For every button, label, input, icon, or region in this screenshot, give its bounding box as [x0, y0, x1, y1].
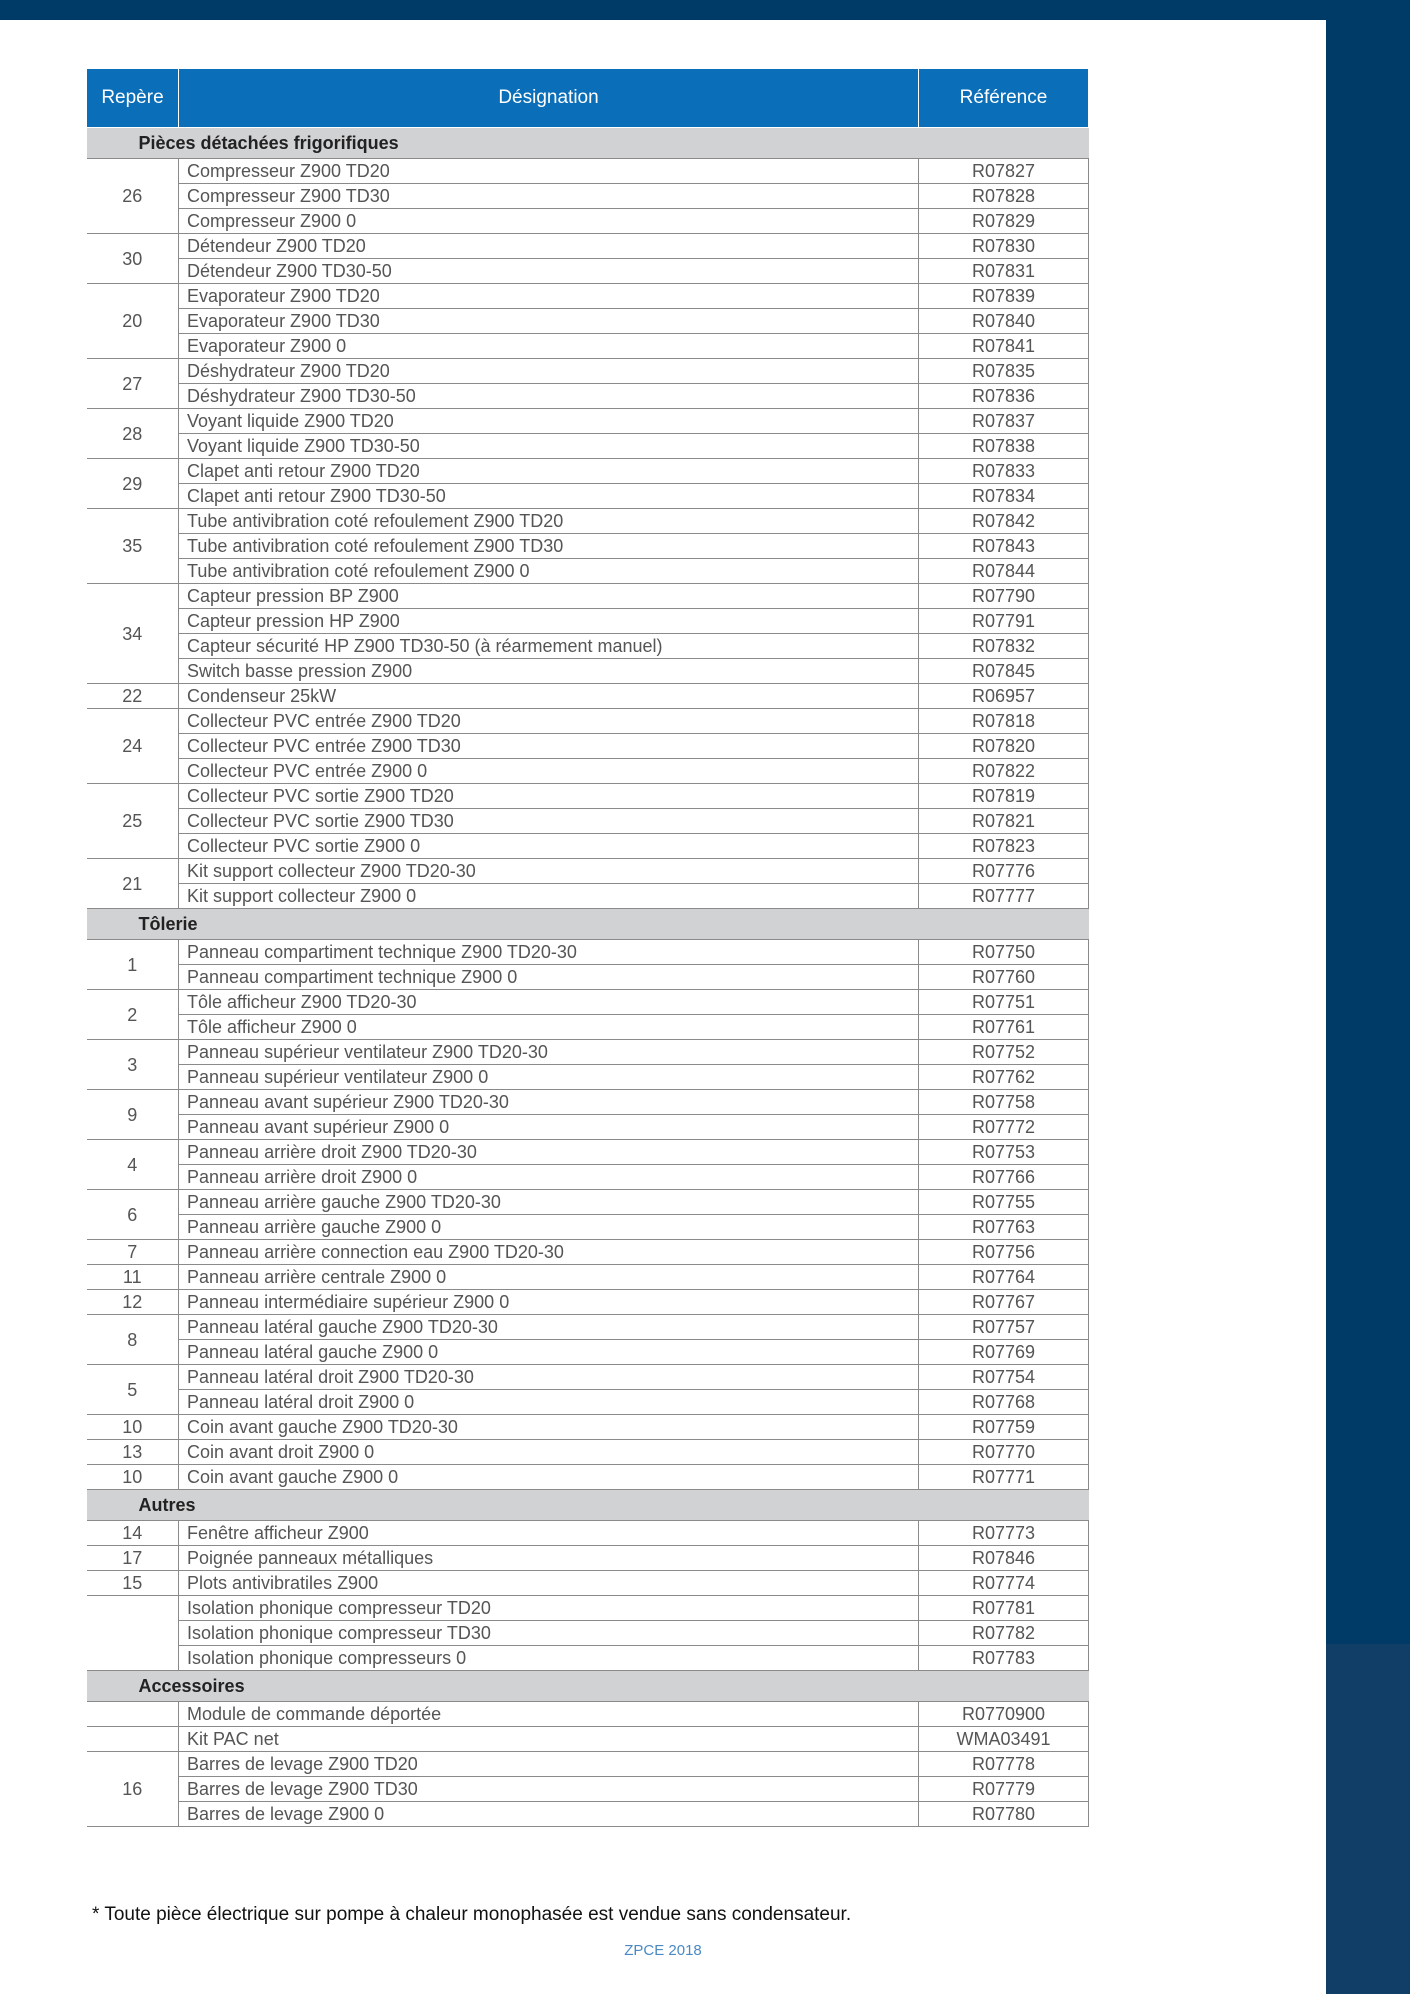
table-row — [87, 1440, 1089, 1465]
designation-cell: Fenêtre afficheur Z900 — [179, 1521, 919, 1546]
section-title: Tôlerie — [87, 909, 1089, 940]
table-row — [87, 809, 1089, 834]
table-row — [87, 1290, 1089, 1315]
designation-cell: Isolation phonique compresseurs 0 — [179, 1646, 919, 1671]
reference-cell: R07835 — [919, 359, 1089, 384]
reference-cell: R07774 — [919, 1571, 1089, 1596]
designation-cell: Capteur pression HP Z900 — [179, 609, 919, 634]
table-row — [87, 940, 1089, 965]
table-row — [87, 1190, 1089, 1215]
repere-cell: 10 — [87, 1465, 179, 1490]
table-row — [87, 259, 1089, 284]
designation-cell: Collecteur PVC entrée Z900 0 — [179, 759, 919, 784]
reference-cell: R07837 — [919, 409, 1089, 434]
reference-cell: R07758 — [919, 1090, 1089, 1115]
designation-cell: Compresseur Z900 TD30 — [179, 184, 919, 209]
reference-cell: R07836 — [919, 384, 1089, 409]
designation-cell: Panneau arrière connection eau Z900 TD20-30 — [179, 1240, 919, 1265]
repere-cell: 8 — [87, 1315, 179, 1365]
repere-cell — [87, 1727, 179, 1752]
designation-cell: Tube antivibration coté refoulement Z900 TD20 — [179, 509, 919, 534]
designation-cell: Panneau avant supérieur Z900 0 — [179, 1115, 919, 1140]
designation-cell: Panneau latéral droit Z900 0 — [179, 1390, 919, 1415]
repere-cell: 11 — [87, 1265, 179, 1290]
reference-cell: R07756 — [919, 1240, 1089, 1265]
section-title: Autres — [87, 1490, 1089, 1521]
table-row — [87, 759, 1089, 784]
table-header-row — [87, 69, 1089, 128]
reference-cell: R07764 — [919, 1265, 1089, 1290]
reference-cell: R07841 — [919, 334, 1089, 359]
repere-cell: 2 — [87, 990, 179, 1040]
designation-cell: Evaporateur Z900 TD30 — [179, 309, 919, 334]
reference-cell: R07791 — [919, 609, 1089, 634]
table-row — [87, 1065, 1089, 1090]
table-row — [87, 1365, 1089, 1390]
table-row — [87, 834, 1089, 859]
designation-cell: Panneau supérieur ventilateur Z900 TD20-30 — [179, 1040, 919, 1065]
reference-cell: R07770 — [919, 1440, 1089, 1465]
reference-cell: R07757 — [919, 1315, 1089, 1340]
reference-cell: R07759 — [919, 1415, 1089, 1440]
table-row — [87, 309, 1089, 334]
repere-cell: 1 — [87, 940, 179, 990]
repere-cell: 20 — [87, 284, 179, 359]
reference-cell: R07773 — [919, 1521, 1089, 1546]
section-title: Accessoires — [87, 1671, 1089, 1702]
table-row — [87, 534, 1089, 559]
designation-cell: Coin avant droit Z900 0 — [179, 1440, 919, 1465]
table-row — [87, 1340, 1089, 1365]
table-row — [87, 990, 1089, 1015]
reference-cell: R07844 — [919, 559, 1089, 584]
section-row — [87, 1490, 1089, 1521]
designation-cell: Isolation phonique compresseur TD20 — [179, 1596, 919, 1621]
table-row — [87, 334, 1089, 359]
reference-cell: R07763 — [919, 1215, 1089, 1240]
reference-cell: R07842 — [919, 509, 1089, 534]
reference-cell: R07752 — [919, 1040, 1089, 1065]
reference-cell: R07822 — [919, 759, 1089, 784]
designation-cell: Panneau intermédiaire supérieur Z900 0 — [179, 1290, 919, 1315]
repere-cell: 3 — [87, 1040, 179, 1090]
table-row — [87, 634, 1089, 659]
table-row — [87, 1777, 1089, 1802]
footnote: * Toute pièce électrique sur pompe à chaleur monophasée est vendue sans condensateur. — [92, 1904, 852, 1925]
section-row — [87, 1671, 1089, 1702]
repere-cell: 28 — [87, 409, 179, 459]
table-row — [87, 684, 1089, 709]
reference-cell: R07819 — [919, 784, 1089, 809]
table-row — [87, 1465, 1089, 1490]
designation-cell: Coin avant gauche Z900 0 — [179, 1465, 919, 1490]
reference-cell: R07779 — [919, 1777, 1089, 1802]
repere-cell: 10 — [87, 1415, 179, 1440]
table-row — [87, 1415, 1089, 1440]
table-row — [87, 709, 1089, 734]
repere-cell: 26 — [87, 159, 179, 234]
parts-table — [86, 68, 1089, 1827]
repere-cell: 4 — [87, 1140, 179, 1190]
designation-cell: Clapet anti retour Z900 TD20 — [179, 459, 919, 484]
table-row — [87, 965, 1089, 990]
reference-cell: R07776 — [919, 859, 1089, 884]
designation-cell: Panneau latéral gauche Z900 0 — [179, 1340, 919, 1365]
table-row — [87, 884, 1089, 909]
table-row — [87, 1315, 1089, 1340]
section-row — [87, 909, 1089, 940]
designation-cell: Kit PAC net — [179, 1727, 919, 1752]
repere-cell: 15 — [87, 1571, 179, 1596]
designation-cell: Plots antivibratiles Z900 — [179, 1571, 919, 1596]
table-row — [87, 559, 1089, 584]
reference-cell: R07823 — [919, 834, 1089, 859]
repere-cell: 27 — [87, 359, 179, 409]
designation-cell: Coin avant gauche Z900 TD20-30 — [179, 1415, 919, 1440]
designation-cell: Tube antivibration coté refoulement Z900 0 — [179, 559, 919, 584]
designation-cell: Clapet anti retour Z900 TD30-50 — [179, 484, 919, 509]
reference-cell: R07760 — [919, 965, 1089, 990]
reference-cell: R07755 — [919, 1190, 1089, 1215]
repere-cell: 5 — [87, 1365, 179, 1415]
reference-cell: R07750 — [919, 940, 1089, 965]
repere-cell: 34 — [87, 584, 179, 684]
reference-cell: R07772 — [919, 1115, 1089, 1140]
designation-cell: Voyant liquide Z900 TD20 — [179, 409, 919, 434]
designation-cell: Compresseur Z900 TD20 — [179, 159, 919, 184]
designation-cell: Barres de levage Z900 TD20 — [179, 1752, 919, 1777]
side-banner-lower — [1326, 1644, 1410, 1994]
table-row — [87, 1621, 1089, 1646]
reference-cell: R07829 — [919, 209, 1089, 234]
designation-cell: Voyant liquide Z900 TD30-50 — [179, 434, 919, 459]
designation-cell: Kit support collecteur Z900 TD20-30 — [179, 859, 919, 884]
table-row — [87, 859, 1089, 884]
table-row — [87, 1571, 1089, 1596]
table-row — [87, 409, 1089, 434]
designation-cell: Collecteur PVC sortie Z900 TD20 — [179, 784, 919, 809]
repere-cell — [87, 1702, 179, 1727]
table-row — [87, 609, 1089, 634]
repere-cell: 24 — [87, 709, 179, 784]
reference-cell: R07833 — [919, 459, 1089, 484]
designation-cell: Evaporateur Z900 0 — [179, 334, 919, 359]
designation-cell: Barres de levage Z900 0 — [179, 1802, 919, 1827]
reference-cell: R07839 — [919, 284, 1089, 309]
designation-cell: Déshydrateur Z900 TD20 — [179, 359, 919, 384]
table-row — [87, 234, 1089, 259]
reference-cell: R07790 — [919, 584, 1089, 609]
repere-cell: 6 — [87, 1190, 179, 1240]
table-row — [87, 584, 1089, 609]
designation-cell: Détendeur Z900 TD30-50 — [179, 259, 919, 284]
repere-cell — [87, 1596, 179, 1671]
table-row — [87, 209, 1089, 234]
table-row — [87, 1215, 1089, 1240]
section-row — [87, 128, 1089, 159]
designation-cell: Tôle afficheur Z900 TD20-30 — [179, 990, 919, 1015]
table-row — [87, 509, 1089, 534]
reference-cell: R07751 — [919, 990, 1089, 1015]
reference-cell: R07818 — [919, 709, 1089, 734]
designation-cell: Panneau avant supérieur Z900 TD20-30 — [179, 1090, 919, 1115]
reference-cell: R07830 — [919, 234, 1089, 259]
repere-cell: 14 — [87, 1521, 179, 1546]
table-row — [87, 384, 1089, 409]
designation-cell: Panneau arrière droit Z900 TD20-30 — [179, 1140, 919, 1165]
reference-cell: R07783 — [919, 1646, 1089, 1671]
table-row — [87, 1165, 1089, 1190]
designation-cell: Collecteur PVC entrée Z900 TD20 — [179, 709, 919, 734]
designation-cell: Détendeur Z900 TD20 — [179, 234, 919, 259]
repere-cell: 21 — [87, 859, 179, 909]
table-row — [87, 1646, 1089, 1671]
table-row — [87, 1115, 1089, 1140]
repere-cell: 12 — [87, 1290, 179, 1315]
repere-cell: 22 — [87, 684, 179, 709]
designation-cell: Panneau supérieur ventilateur Z900 0 — [179, 1065, 919, 1090]
designation-cell: Collecteur PVC entrée Z900 TD30 — [179, 734, 919, 759]
reference-cell: R06957 — [919, 684, 1089, 709]
repere-cell: 9 — [87, 1090, 179, 1140]
reference-cell: WMA03491 — [919, 1727, 1089, 1752]
table-row — [87, 359, 1089, 384]
table-row — [87, 1240, 1089, 1265]
table-row — [87, 1596, 1089, 1621]
designation-cell: Isolation phonique compresseur TD30 — [179, 1621, 919, 1646]
table-row — [87, 659, 1089, 684]
designation-cell: Panneau arrière gauche Z900 0 — [179, 1215, 919, 1240]
designation-cell: Panneau arrière gauche Z900 TD20-30 — [179, 1190, 919, 1215]
designation-cell: Kit support collecteur Z900 0 — [179, 884, 919, 909]
header-designation: Désignation — [179, 69, 919, 128]
repere-cell: 30 — [87, 234, 179, 284]
table-row — [87, 1015, 1089, 1040]
reference-cell: R07843 — [919, 534, 1089, 559]
designation-cell: Collecteur PVC sortie Z900 0 — [179, 834, 919, 859]
table-row — [87, 1521, 1089, 1546]
reference-cell: R07838 — [919, 434, 1089, 459]
designation-cell: Tôle afficheur Z900 0 — [179, 1015, 919, 1040]
page-footer: ZPCE 2018 — [624, 1942, 702, 1959]
parts-table-body — [87, 128, 1089, 1827]
reference-cell: R07834 — [919, 484, 1089, 509]
repere-cell: 7 — [87, 1240, 179, 1265]
table-row — [87, 434, 1089, 459]
designation-cell: Module de commande déportée — [179, 1702, 919, 1727]
table-row — [87, 284, 1089, 309]
reference-cell: R07821 — [919, 809, 1089, 834]
designation-cell: Condenseur 25kW — [179, 684, 919, 709]
designation-cell: Panneau latéral gauche Z900 TD20-30 — [179, 1315, 919, 1340]
table-row — [87, 1752, 1089, 1777]
repere-cell: 25 — [87, 784, 179, 859]
designation-cell: Evaporateur Z900 TD20 — [179, 284, 919, 309]
table-row — [87, 1140, 1089, 1165]
designation-cell: Panneau arrière centrale Z900 0 — [179, 1265, 919, 1290]
reference-cell: R07766 — [919, 1165, 1089, 1190]
table-row — [87, 159, 1089, 184]
reference-cell: R07771 — [919, 1465, 1089, 1490]
designation-cell: Déshydrateur Z900 TD30-50 — [179, 384, 919, 409]
table-row — [87, 1546, 1089, 1571]
table-row — [87, 1040, 1089, 1065]
reference-cell: R07827 — [919, 159, 1089, 184]
reference-cell: R07777 — [919, 884, 1089, 909]
reference-cell: R07768 — [919, 1390, 1089, 1415]
header-repere: Repère — [87, 69, 179, 128]
table-row — [87, 1090, 1089, 1115]
repere-cell: 16 — [87, 1752, 179, 1827]
designation-cell: Panneau latéral droit Z900 TD20-30 — [179, 1365, 919, 1390]
designation-cell: Panneau compartiment technique Z900 0 — [179, 965, 919, 990]
reference-cell: R07761 — [919, 1015, 1089, 1040]
designation-cell: Collecteur PVC sortie Z900 TD30 — [179, 809, 919, 834]
reference-cell: R07782 — [919, 1621, 1089, 1646]
header-reference: Référence — [919, 69, 1089, 128]
designation-cell: Panneau compartiment technique Z900 TD20-30 — [179, 940, 919, 965]
table-row — [87, 734, 1089, 759]
reference-cell: R07781 — [919, 1596, 1089, 1621]
designation-cell: Capteur pression BP Z900 — [179, 584, 919, 609]
designation-cell: Compresseur Z900 0 — [179, 209, 919, 234]
table-row — [87, 459, 1089, 484]
reference-cell: R0770900 — [919, 1702, 1089, 1727]
designation-cell: Poignée panneaux métalliques — [179, 1546, 919, 1571]
designation-cell: Barres de levage Z900 TD30 — [179, 1777, 919, 1802]
top-banner — [0, 0, 1410, 20]
repere-cell: 17 — [87, 1546, 179, 1571]
designation-cell: Switch basse pression Z900 — [179, 659, 919, 684]
repere-cell: 13 — [87, 1440, 179, 1465]
reference-cell: R07846 — [919, 1546, 1089, 1571]
table-row — [87, 1265, 1089, 1290]
table-row — [87, 1802, 1089, 1827]
reference-cell: R07831 — [919, 259, 1089, 284]
table-row — [87, 484, 1089, 509]
reference-cell: R07762 — [919, 1065, 1089, 1090]
reference-cell: R07840 — [919, 309, 1089, 334]
reference-cell: R07780 — [919, 1802, 1089, 1827]
reference-cell: R07820 — [919, 734, 1089, 759]
repere-cell: 29 — [87, 459, 179, 509]
reference-cell: R07828 — [919, 184, 1089, 209]
reference-cell: R07778 — [919, 1752, 1089, 1777]
repere-cell: 35 — [87, 509, 179, 584]
reference-cell: R07845 — [919, 659, 1089, 684]
section-title: Pièces détachées frigorifiques — [87, 128, 1089, 159]
reference-cell: R07767 — [919, 1290, 1089, 1315]
designation-cell: Panneau arrière droit Z900 0 — [179, 1165, 919, 1190]
reference-cell: R07769 — [919, 1340, 1089, 1365]
table-row — [87, 784, 1089, 809]
designation-cell: Capteur sécurité HP Z900 TD30-50 (à réarmement manuel) — [179, 634, 919, 659]
table-row — [87, 1702, 1089, 1727]
designation-cell: Tube antivibration coté refoulement Z900 TD30 — [179, 534, 919, 559]
reference-cell: R07753 — [919, 1140, 1089, 1165]
table-row — [87, 184, 1089, 209]
table-row — [87, 1390, 1089, 1415]
reference-cell: R07832 — [919, 634, 1089, 659]
table-row — [87, 1727, 1089, 1752]
reference-cell: R07754 — [919, 1365, 1089, 1390]
